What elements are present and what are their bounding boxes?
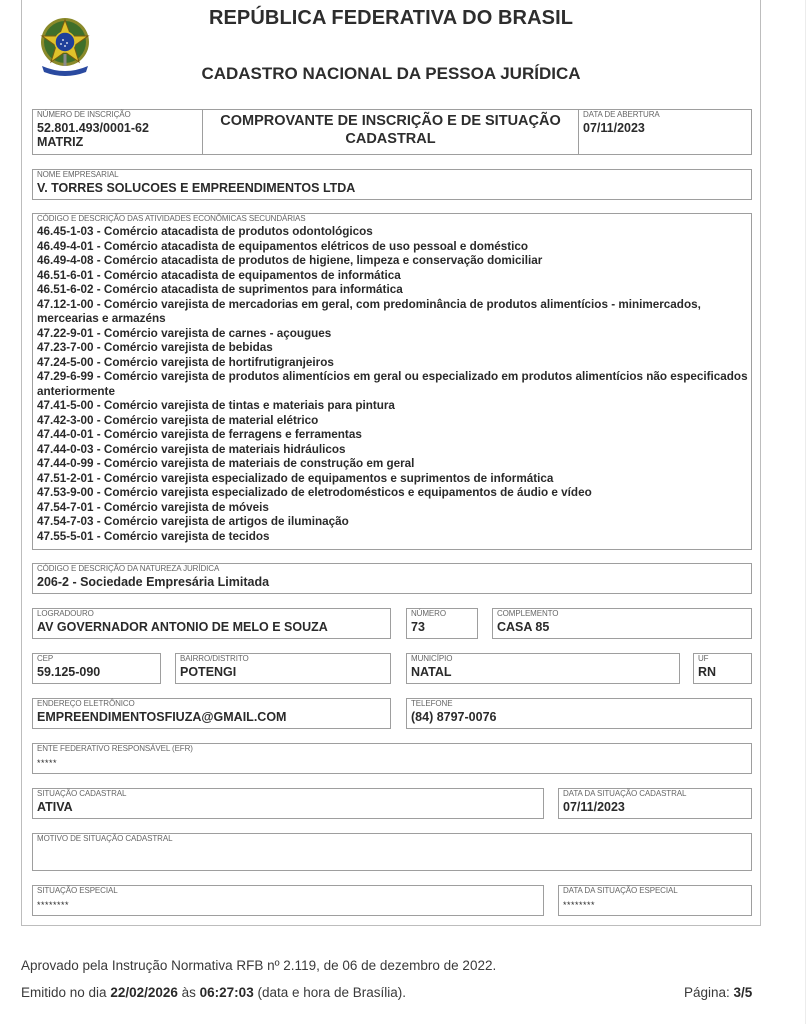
field-value: (84) 8797-0076 (411, 710, 497, 724)
zip-code-field (32, 653, 161, 684)
legal-nature-field (32, 563, 752, 594)
page-label: Página: (684, 985, 734, 1000)
activity-item: 47.12-1-00 - Comércio varejista de mercadorias em geral, com predominância de produtos alimentícios - minimercados, mercearias e armazéns (37, 297, 701, 325)
field-value: ******** (37, 900, 70, 910)
approval-note: Aprovado pela Instrução Normativa RFB nº 2.119, de 06 de dezembro de 2022. (21, 958, 497, 973)
complement-field (492, 608, 752, 639)
activity-item: 47.41-5-00 - Comércio varejista de tintas e materiais para pintura (37, 399, 395, 412)
activity-item: 47.55-5-01 - Comércio varejista de tecidos (37, 529, 270, 543)
field-value: AV GOVERNADOR ANTONIO DE MELO E SOUZA (37, 620, 328, 634)
field-label: DATA DA SITUAÇÃO CADASTRAL (563, 789, 687, 798)
activity-item: 47.23-7-00 - Comércio varejista de bebidas (37, 341, 273, 354)
field-label: ENTE FEDERATIVO RESPONSÁVEL (EFR) (37, 744, 193, 753)
activity-item: 47.24-5-00 - Comércio varejista de hortifrutigranjeiros (37, 355, 334, 369)
state-field (693, 653, 752, 684)
field-value: ***** (37, 758, 58, 768)
field-value: POTENGI (180, 665, 237, 679)
activity-item: 47.51-2-01 - Comércio varejista especializado de equipamentos e suprimentos de informática (37, 471, 554, 485)
activity-item: 47.29-6-99 - Comércio varejista de produtos alimentícios em geral ou especializado em produtos alimentícios não especificados anteriormente (37, 370, 748, 398)
field-label: DATA DE ABERTURA (583, 110, 660, 119)
field-label: BAIRRO/DISTRITO (180, 654, 249, 663)
field-value: V. TORRES SOLUCOES E EMPREENDIMENTOS LTDA (37, 181, 356, 195)
field-label: COMPLEMENTO (497, 609, 559, 618)
activity-item: 47.54-7-03 - Comércio varejista de artigos de iluminação (37, 515, 349, 528)
field-label: CÓDIGO E DESCRIÇÃO DAS ATIVIDADES ECONÔMICAS SECUNDÁRIAS (37, 214, 306, 223)
page-indicator (684, 985, 752, 1000)
activity-item: 47.54-7-01 - Comércio varejista de móveis (37, 500, 269, 514)
activity-item: 46.51-6-01 - Comércio atacadista de equipamentos de informática (37, 268, 401, 282)
issued-date: 22/02/2026 (110, 985, 178, 1000)
field-label: UF (698, 654, 709, 663)
activity-item: 46.49-4-01 - Comércio atacadista de equipamentos elétricos de uso pessoal e doméstico (37, 239, 529, 253)
field-label: DATA DA SITUAÇÃO ESPECIAL (563, 886, 678, 895)
street-field (32, 608, 391, 639)
field-label: TELEFONE (411, 699, 453, 708)
phone-field (406, 698, 752, 729)
activity-item: 46.45-1-03 - Comércio atacadista de produtos odontológicos (37, 225, 373, 238)
field-value: 206-2 - Sociedade Empresária Limitada (37, 575, 270, 589)
field-label: SITUAÇÃO CADASTRAL (37, 789, 127, 798)
field-label: ENDEREÇO ELETRÔNICO (37, 699, 135, 708)
activity-item: 47.53-9-00 - Comércio varejista especializado de eletrodomésticos e equipamentos de áudio e vídeo (37, 486, 592, 499)
secondary-activities-field (32, 213, 752, 550)
special-status-field (32, 885, 544, 916)
field-value: 07/11/2023 (563, 800, 625, 814)
activity-item: 47.44-0-01 - Comércio varejista de ferragens e ferramentas (37, 428, 362, 441)
field-label: CÓDIGO E DESCRIÇÃO DA NATUREZA JURÍDICA (37, 564, 220, 573)
field-label: CEP (37, 654, 54, 663)
district-field (175, 653, 391, 684)
field-label: NOME EMPRESARIAL (37, 170, 119, 179)
city-field (406, 653, 680, 684)
field-value: CASA 85 (497, 620, 550, 634)
activity-item: 46.49-4-08 - Comércio atacadista de produtos de higiene, limpeza e conservação domiciliar (37, 254, 543, 267)
status-value: ATIVA (37, 800, 73, 814)
field-label: MUNICÍPIO (411, 654, 453, 663)
field-label: SITUAÇÃO ESPECIAL (37, 886, 118, 895)
field-label: LOGRADOURO (37, 609, 94, 618)
document-title (203, 112, 578, 148)
field-value: RN (698, 665, 717, 679)
special-status-date-field (558, 885, 752, 916)
page-title: REPÚBLICA FEDERATIVA DO BRASIL (208, 7, 574, 29)
email-field (32, 698, 391, 729)
field-value: EMPREENDIMENTOSFIUZA@GMAIL.COM (37, 710, 287, 724)
field-value: 52.801.493/0001-62 (37, 121, 149, 135)
efr-field (32, 743, 752, 774)
issued-note (21, 985, 406, 1000)
opening-date-field (578, 109, 752, 155)
field-value: 73 (411, 620, 425, 634)
company-name-field (32, 169, 752, 200)
document-title-line2: CADASTRAL (345, 131, 436, 147)
field-label: MOTIVO DE SITUAÇÃO CADASTRAL (37, 834, 173, 843)
page-subtitle: CADASTRO NACIONAL DA PESSOA JURÍDICA (201, 64, 581, 83)
registration-number-field (32, 109, 203, 155)
activity-item: 47.42-3-00 - Comércio varejista de material elétrico (37, 413, 319, 427)
activity-item: 46.51-6-02 - Comércio atacadista de suprimentos para informática (37, 283, 403, 296)
page-number: 3/5 (733, 985, 753, 1000)
issued-mid: às (177, 985, 200, 1000)
activity-item: 47.44-0-99 - Comércio varejista de materiais de construção em geral (37, 457, 415, 470)
field-value: NATAL (411, 665, 452, 679)
field-label: NÚMERO DE INSCRIÇÃO (37, 110, 131, 119)
activity-item: 47.22-9-01 - Comércio varejista de carnes - açougues (37, 326, 332, 340)
status-date-field (558, 788, 752, 819)
activities-list (37, 225, 748, 544)
document-title-line1: COMPROVANTE DE INSCRIÇÃO E DE SITUAÇÃO (220, 113, 561, 129)
establishment-type: MATRIZ (37, 135, 84, 149)
issued-time: 06:27:03 (199, 985, 254, 1000)
issued-prefix: Emitido no dia (21, 985, 111, 1000)
registration-status-field (32, 788, 544, 819)
issued-suffix: (data e hora de Brasília). (253, 985, 407, 1000)
field-value: 07/11/2023 (583, 121, 645, 135)
document-title-box (202, 109, 579, 155)
field-value: ******** (563, 900, 596, 910)
street-number-field (406, 608, 478, 639)
status-reason-field (32, 833, 752, 871)
field-value: 59.125-090 (37, 665, 101, 679)
activity-item: 47.44-0-03 - Comércio varejista de materiais hidráulicos (37, 442, 346, 456)
field-label: NÚMERO (411, 609, 446, 618)
